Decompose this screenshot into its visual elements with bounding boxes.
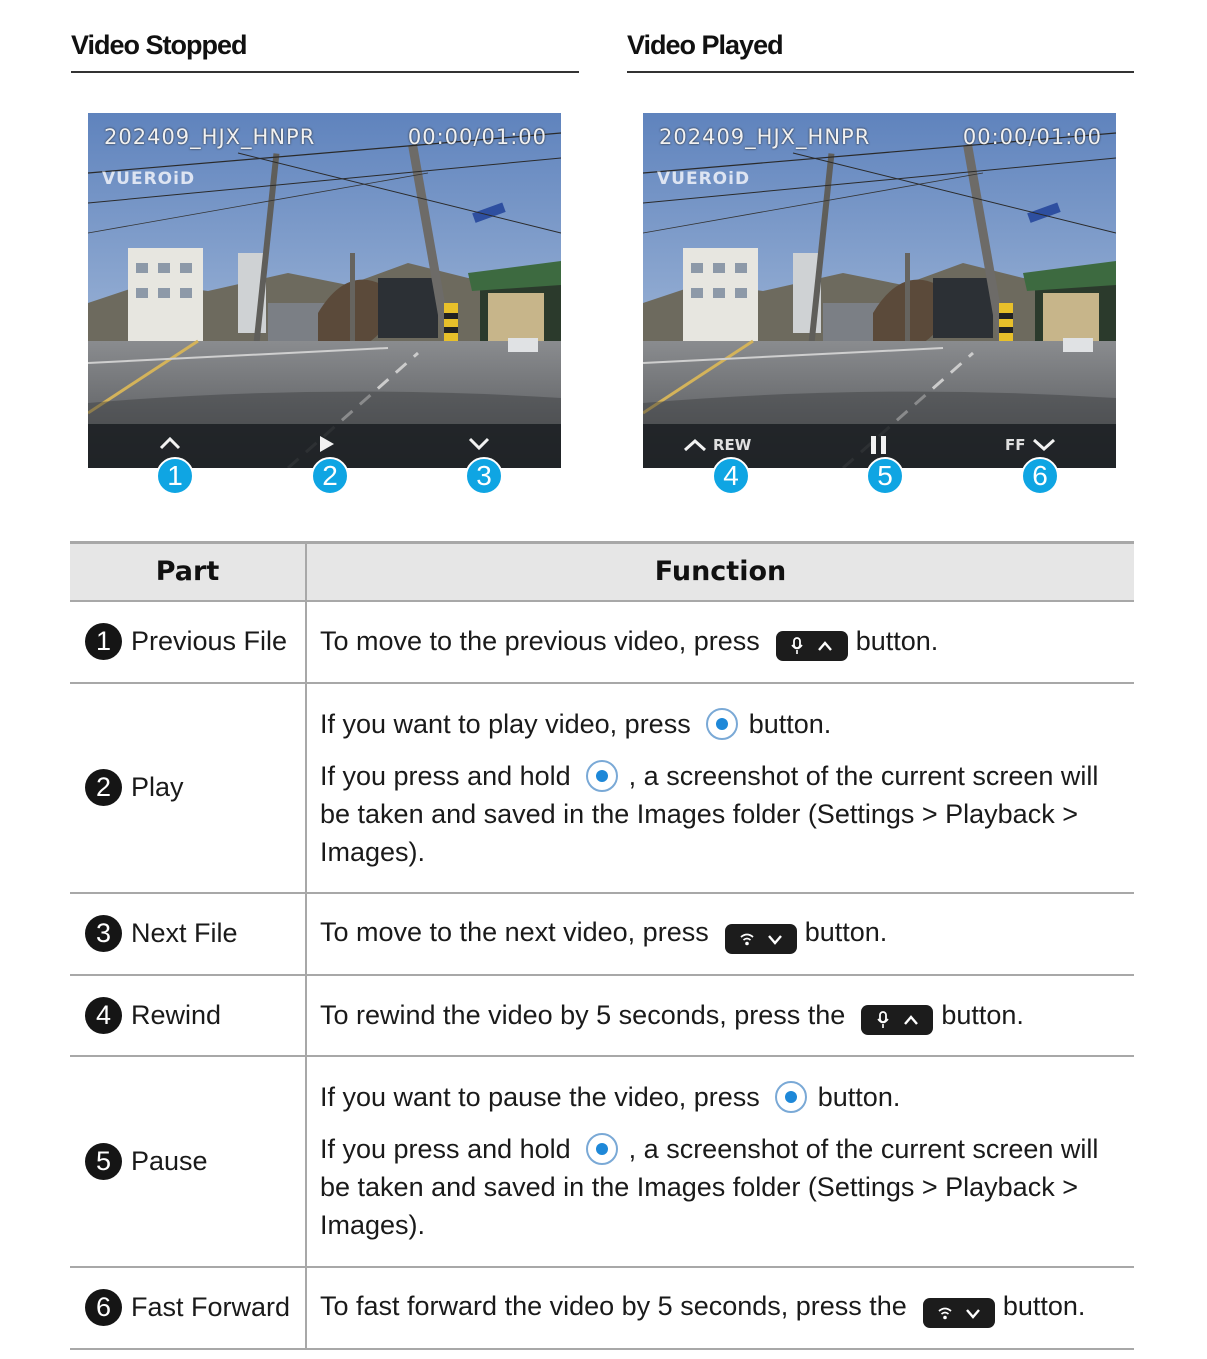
callout-4: 4: [712, 457, 750, 495]
function-text-after: button.: [804, 917, 888, 947]
part-name: Previous File: [131, 626, 288, 656]
osd-brand-watermark: VUEROiD: [657, 169, 751, 189]
table-row: [70, 683, 1134, 893]
function-text: To move to the previous video, press: [320, 626, 760, 656]
section-title-video-played: Video Played: [627, 30, 783, 60]
part-number-badge: 5: [85, 1143, 122, 1180]
table-row: [70, 1267, 1134, 1349]
play-icon: [318, 434, 336, 454]
function-text-after: , a screenshot of the current screen will be taken and saved in the Images folder (Settings > Playback > Images).: [320, 760, 1099, 867]
next-file-control[interactable]: [468, 437, 490, 451]
header-part: Part: [70, 543, 306, 601]
table-row: [70, 893, 1134, 975]
video-stopped-screen: [88, 113, 561, 468]
part-name: Next File: [131, 918, 238, 948]
chevron-down-icon: [468, 437, 490, 451]
table-row: [70, 975, 1134, 1056]
table-row: [70, 601, 1134, 683]
function-text-after: button.: [941, 999, 1024, 1030]
part-name: Play: [131, 772, 184, 802]
function-text: If you press and hold: [320, 1134, 571, 1164]
pause-icon: [869, 434, 889, 456]
function-text-after: button.: [748, 708, 832, 739]
previous-file-control[interactable]: [159, 436, 181, 450]
part-number-badge: 2: [85, 769, 122, 806]
part-number-badge: 1: [85, 623, 122, 660]
osd-time: 00:00/01:00: [962, 125, 1102, 149]
function-text: If you press and hold: [320, 760, 571, 791]
chevron-up-icon: [683, 438, 707, 452]
osd-file-name: 202409_HJX_HNPR: [659, 125, 871, 149]
callout-2: 2: [311, 457, 349, 495]
section-title-video-stopped: Video Stopped: [71, 30, 247, 60]
section-rule-left: [71, 71, 579, 73]
function-text-after: button.: [817, 1082, 901, 1112]
function-text: If you want to pause the video, press: [320, 1082, 760, 1112]
fast-forward-control[interactable]: [1005, 436, 1056, 454]
section-rule-right: [627, 71, 1134, 73]
circle-dot-button-icon: [774, 1080, 808, 1114]
mic-up-button-icon: [861, 1005, 933, 1035]
rewind-control[interactable]: [683, 436, 751, 454]
video-played-screen: [643, 113, 1116, 468]
chevron-up-icon: [159, 436, 181, 450]
function-text: If you want to play video, press: [320, 708, 691, 739]
callout-1: 1: [156, 457, 194, 495]
part-name: Fast Forward: [131, 1292, 291, 1322]
ff-label: FF: [1005, 436, 1026, 454]
play-control[interactable]: [318, 434, 336, 454]
header-function: Function: [306, 543, 1134, 601]
part-name: Rewind: [131, 999, 222, 1030]
callout-3: 3: [465, 457, 503, 495]
rew-label: REW: [713, 436, 752, 454]
function-text-after: button.: [1002, 1291, 1086, 1321]
callout-5: 5: [866, 457, 904, 495]
part-number-badge: 3: [85, 915, 122, 952]
part-number-badge: 6: [85, 1289, 122, 1326]
function-text: To rewind the video by 5 seconds, press the: [320, 999, 846, 1030]
circle-dot-button-icon: [585, 759, 619, 793]
part-number-badge: 4: [85, 997, 122, 1034]
table-row: [70, 1056, 1134, 1267]
dashcam-scene-image: [643, 113, 1116, 468]
function-text: To move to the next video, press: [320, 917, 709, 947]
osd-brand-watermark: VUEROiD: [102, 169, 196, 189]
osd-file-name: 202409_HJX_HNPR: [104, 125, 316, 149]
function-text-after: button.: [855, 626, 939, 656]
dashcam-scene-image: [88, 113, 561, 468]
wifi-down-button-icon: [725, 924, 797, 954]
circle-dot-button-icon: [585, 1132, 619, 1166]
function-table: [70, 541, 1134, 1350]
part-name: Pause: [131, 1145, 208, 1176]
circle-dot-button-icon: [705, 707, 739, 741]
wifi-down-button-icon: [923, 1298, 995, 1328]
callout-6: 6: [1021, 457, 1059, 495]
mic-up-button-icon: [776, 631, 848, 661]
function-text: To fast forward the video by 5 seconds, press the: [320, 1291, 907, 1321]
function-text-after: , a screenshot of the current screen will be taken and saved in the Images folder (Settings > Playback > Images).: [320, 1134, 1099, 1240]
chevron-down-icon: [1032, 438, 1056, 452]
osd-time: 00:00/01:00: [407, 125, 547, 149]
pause-control[interactable]: [869, 434, 889, 456]
